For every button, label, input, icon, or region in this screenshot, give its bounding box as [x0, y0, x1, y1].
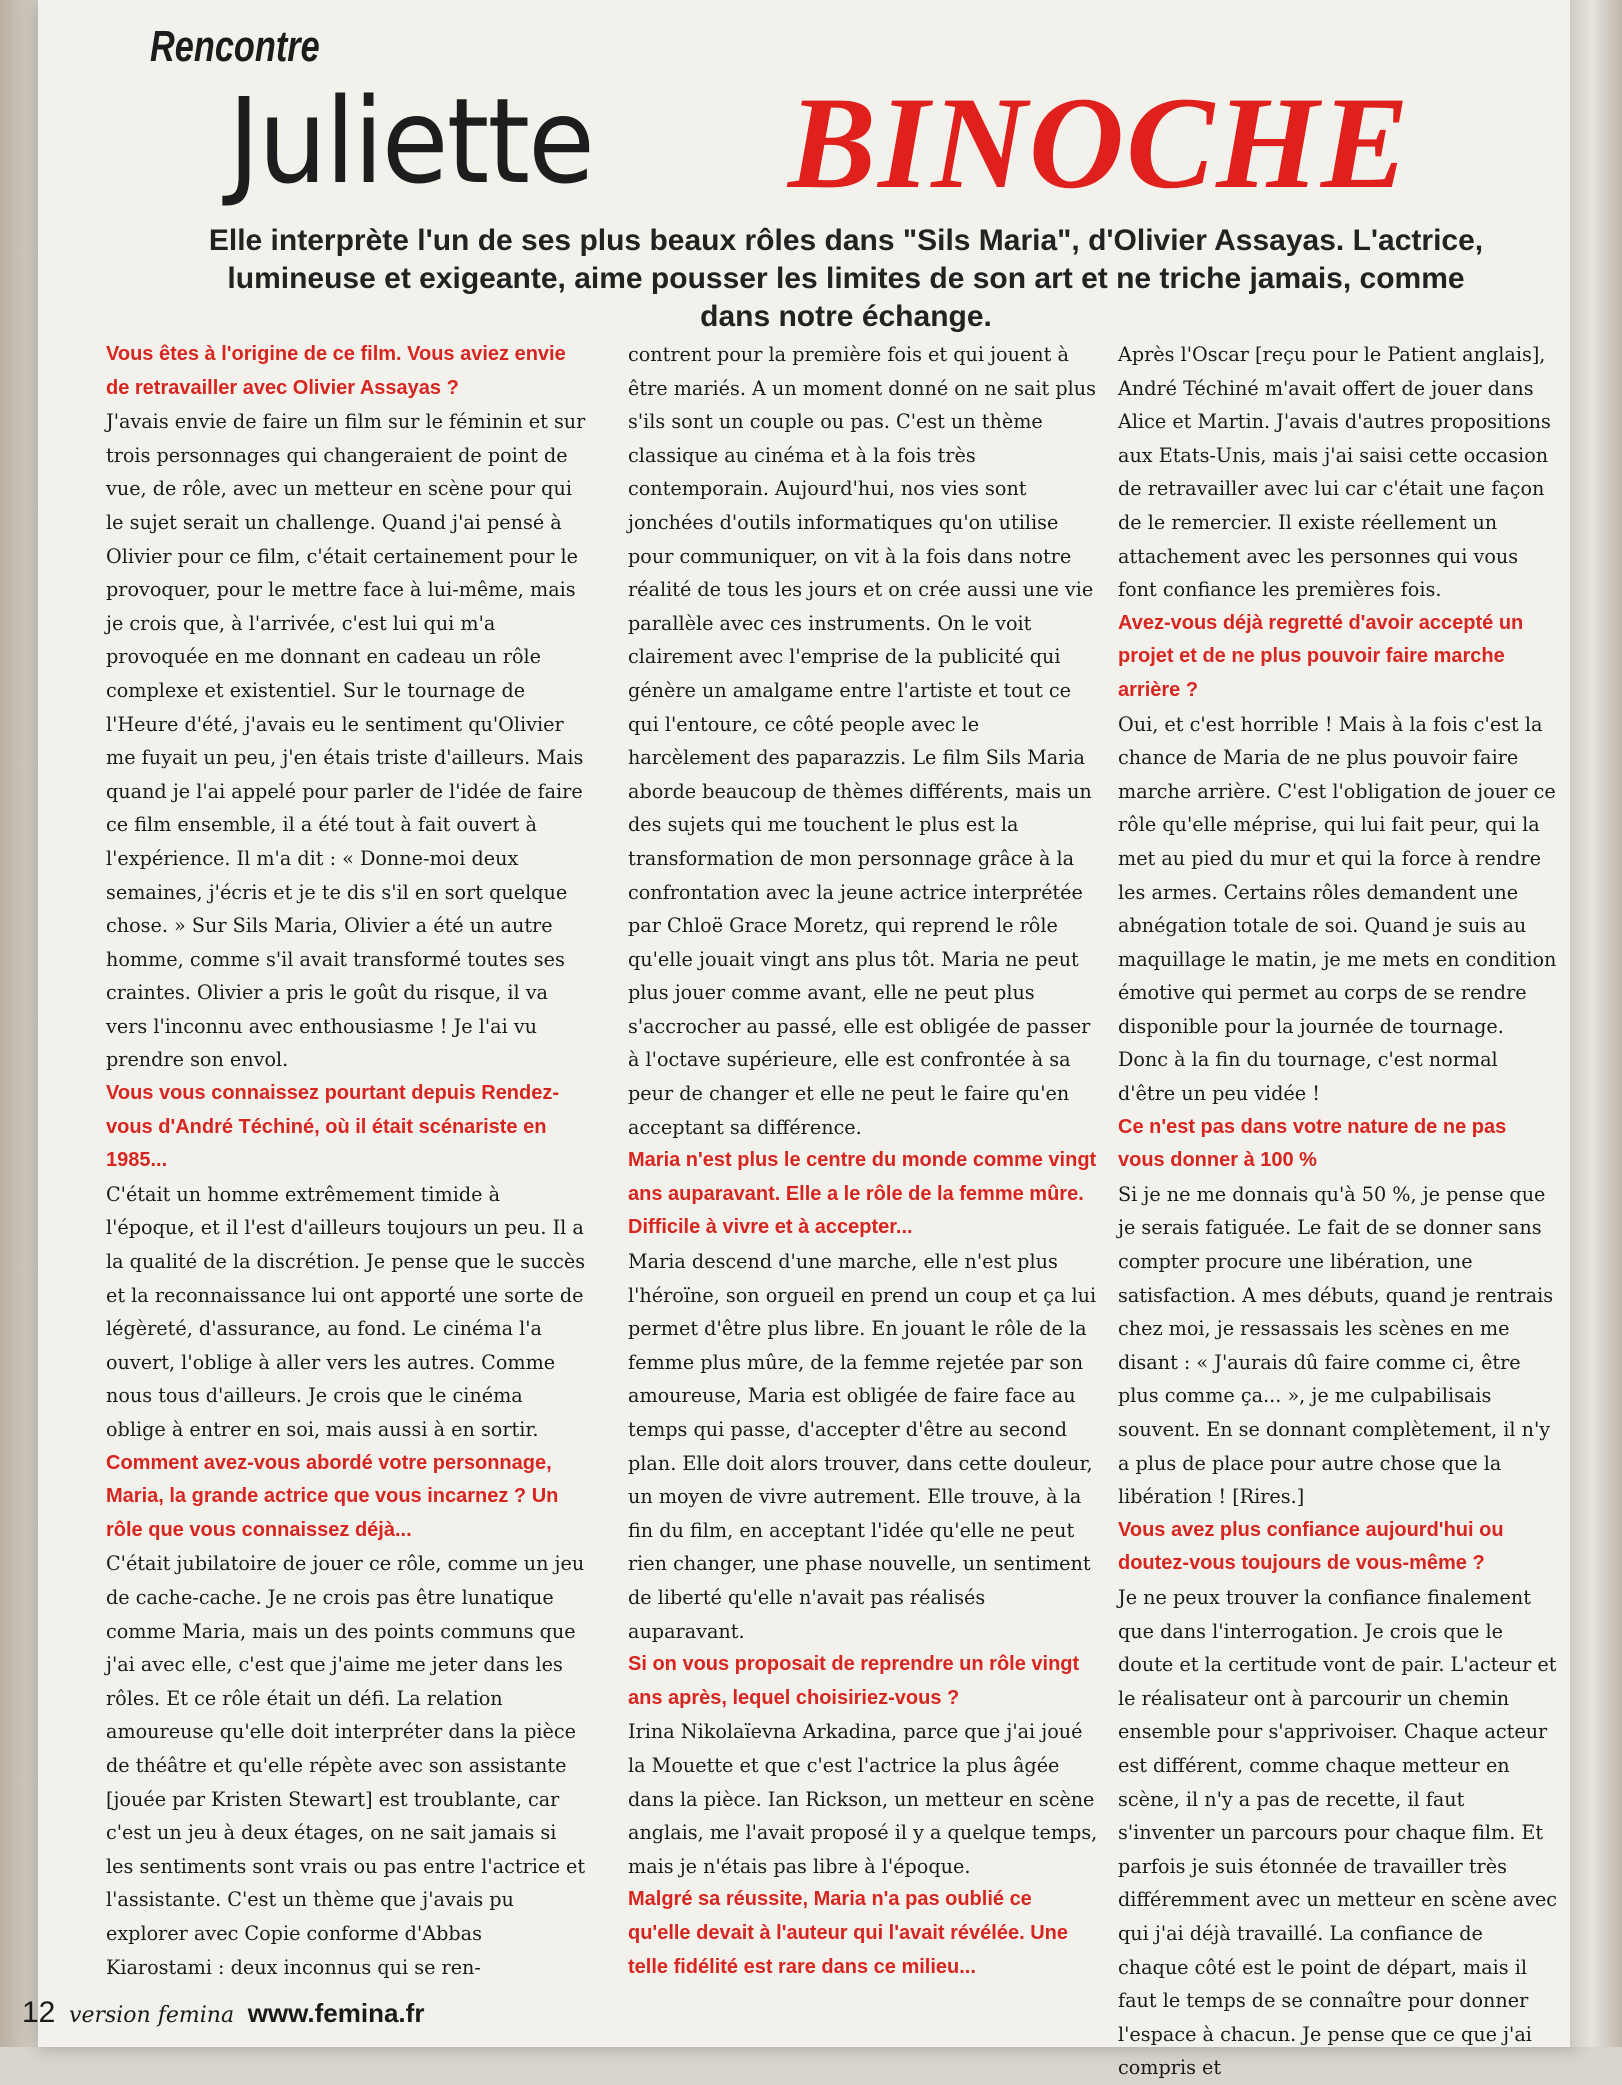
- interview-answer: Irina Nikolaïevna Arkadina, parce que j'ai joué la Mouette et que c'est l'actrice la plus âgée dans la pièce. Ian Rickson, un metteur en scène anglais, me l'avait proposé il y a quelque temps, mais je n'étais pas libre à l'époque.: [628, 1720, 1098, 1878]
- interview-question: Ce n'est pas dans votre nature de ne pas vous donner à 100 %: [1118, 1115, 1507, 1172]
- interview-answer: C'était jubilatoire de jouer ce rôle, comme un jeu de cache-cache. Je ne crois pas être lunatique comme Maria, mais un des points communs que j'ai avec elle, c'est que j'aime me jeter dans les rôles. Et ce rôle était un défi. La relation amoureuse qu'elle doit interpréter dans la pièce de théâtre et qu'elle répète avec son assistante [jouée par Kristen Stewart] est troublante, car c'est un jeu à deux étages, on ne sait jamais si les sentiments sont vrais ou pas entre l'actrice et l'assistante. C'est un thème que j'avais pu explorer avec Copie conforme d'Abbas Kiarostami : deux inconnus qui se ren-: [106, 1552, 586, 1979]
- page-footer: [22, 1996, 424, 2030]
- page-number: 12: [22, 1996, 56, 2029]
- interview-answer: contrent pour la première fois et qui jouent à être mariés. A un moment donné on ne sait plus s'ils sont un couple ou pas. C'est un thème classique au cinéma et à la fois très contemporain. Aujourd'hui, nos vies sont jonchées d'outils informatiques qu'on utilise pour communiquer, on vit à la fois dans notre réalité de tous les jours et on crée aussi une vie parallèle avec ces instruments. On le voit clairement avec l'emprise de la publicité qui génère un amalgame entre l'artiste et tout ce qui l'entoure, ce côté people avec le harcèlement des paparazzis. Le film Sils Maria aborde beaucoup de thèmes différents, mais un des sujets qui me touchent le plus est la transformation de mon personnage grâce à la confrontation avec la jeune actrice interprétée par Chloë Grace Moretz, qui reprend le rôle qu'elle jouait vingt ans plus tôt. Maria ne peut plus jouer comme avant, elle ne peut plus s'accrocher au passé, elle est obligée de passer à l'octave supérieure, elle est confrontée à sa peur de changer et elle ne peut le faire qu'en acceptant sa différence.: [628, 343, 1096, 1139]
- interview-question: Malgré sa réussite, Maria n'a pas oublié ce qu'elle devait à l'auteur qui l'avait révélée. Une telle fidélité est rare dans ce milieu...: [628, 1888, 1068, 1978]
- article-intro: Elle interprète l'un de ses plus beaux rôles dans "Sils Maria", d'Olivier Assayas. L'actrice, lumineuse et exigeante, aime pousser les limites de son art et ne triche jamais, comme dans notre échange.: [208, 224, 1484, 333]
- interview-answer: Je ne peux trouver la confiance finalement que dans l'interrogation. Je crois que le doute et la certitude vont de pair. L'acteur et le réalisateur ont à parcourir un chemin ensemble pour s'apprivoiser. Chaque acteur est différent, comme chaque metteur en scène, il n'y a pas de recette, il faut s'inventer un parcours pour chaque film. Et parfois je suis étonnée de travailler très différemment avec un metteur en scène avec qui j'ai déjà travaillé. La confiance de chaque côté est le point de départ, mais il faut le temps de se connaître pour donner l'espace à chacun. Je pense que ce que j'ai compris et: [1118, 1585, 1558, 2080]
- interview-answer: C'était un homme extrêmement timide à l'époque, et il l'est d'ailleurs toujours un peu. Il a la qualité de la discrétion. Je pense que le succès et la reconnaissance lui ont apporté une sorte de légèreté, d'assurance, au fond. Le cinéma l'a ouvert, l'oblige à aller vers les autres. Comme nous tous d'ailleurs. Je crois que le cinéma oblige à entrer en soi, mais aussi à en sortir.: [106, 1182, 586, 1441]
- interview-answer: Maria descend d'une marche, elle n'est plus l'héroïne, son orgueil en prend un coup et ça lui permet d'être plus libre. En jouant le rôle de la femme plus mûre, de la femme rejetée par son amoureuse, Maria est obligée de faire face au temps qui passe, d'accepter d'être au second plan. Elle doit alors trouver, dans cette douleur, un moyen de vivre autrement. Elle trouve, à la fin du film, en acceptant l'idée qu'elle ne peut rien changer, une phase nouvelle, un sentiment de liberté qu'elle n'avait pas réalisés auparavant.: [628, 1250, 1097, 1643]
- magazine-name: version femina: [69, 2003, 235, 2028]
- section-label: Rencontre: [150, 22, 320, 71]
- interview-question: Comment avez-vous abordé votre personnage, Maria, la grande actrice que vous incarnez ? Un rôle que vous connaissez déjà...: [106, 1451, 559, 1541]
- interview-answer: Oui, et c'est horrible ! Mais à la fois c'est la chance de Maria de ne plus pouvoir faire marche arrière. C'est l'obligation de jouer ce rôle qu'elle méprise, qui lui fait peur, qui la met au pied du mur et qui la force à rendre les armes. Certains rôles demandent une abnégation totale de soi. Quand je suis au maquillage le matin, je me mets en condition émotive qui permet au corps de se rendre disponible pour la journée de tournage. Donc à la fin du tournage, c'est normal d'être un peu vidée !: [1118, 712, 1557, 1106]
- interview-question: Vous avez plus confiance aujourd'hui ou doutez-vous toujours de vous-même ?: [1118, 1518, 1504, 1575]
- interview-answer: J'avais envie de faire un film sur le féminin et sur trois personnages qui changeraient de point de vue, de rôle, avec un metteur en scène pour qui le sujet serait un challenge. Quand j'ai pensé à Olivier pour ce film, c'était certainement pour le provoquer, pour le mettre face à lui-même, mais je crois que, à l'arrivée, c'est lui qui m'a provoquée en me donnant en cadeau un rôle complexe et existentiel. Sur le tournage de l'Heure d'été, j'avais eu le sentiment qu'Olivier me fuyait un peu, j'en étais triste d'ailleurs. Mais quand je l'ai appelé pour parler de l'idée de faire ce film ensemble, il a été tout à fait ouvert à l'expérience. Il m'a dit : « Donne-moi deux semaines, j'écris et je te dis s'il en sort quelque chose. » Sur Sils Maria, Olivier a été un autre homme, comme s'il avait transformé toutes ses craintes. Olivier a pris le goût du risque, il va vers l'inconnu avec enthousiasme ! Je l'ai vu prendre son envol.: [106, 410, 586, 1072]
- article-title: [228, 69, 1411, 222]
- page-edge: [1570, 0, 1622, 2047]
- interview-question: Vous êtes à l'origine de ce film. Vous aviez envie de retravailler avec Olivier Assayas ?: [106, 343, 566, 399]
- article-column-3: [1118, 338, 1558, 2085]
- interview-answer: Si je ne me donnais qu'à 50 %, je pense que je serais fatiguée. Le fait de se donner sans compter procure une libération, une satisfaction. A mes débuts, quand je rentrais chez moi, je ressassais les scènes en me disant : « J'aurais dû faire comme ci, être plus comme ça... », je me culpabilisais souvent. En se donnant complètement, il n'y a plus de place pour autre chose que la libération ! [Rires.]: [1118, 1182, 1554, 1509]
- title-last-name: BINOCHE: [788, 69, 1411, 216]
- article-column-2: [628, 338, 1098, 1984]
- article-column-1: [106, 338, 586, 1984]
- page-gutter: [0, 0, 38, 2047]
- interview-question: Si on vous proposait de reprendre un rôle vingt ans après, lequel choisiriez-vous ?: [628, 1653, 1080, 1709]
- title-first-name: Juliette: [228, 72, 594, 210]
- interview-answer: Après l'Oscar [reçu pour le Patient anglais], André Téchiné m'avait offert de jouer dans Alice et Martin. J'avais d'autres propositions aux Etats-Unis, mais j'ai saisi cette occasion de retravailler avec lui car c'était une façon de le remercier. Il existe réellement un attachement avec les personnes qui vous font confiance les premières fois.: [1118, 343, 1551, 602]
- website-link: www.femina.fr: [247, 1998, 425, 2028]
- interview-question: Vous vous connaissez pourtant depuis Rendez-vous d'André Téchiné, où il était scénariste en 1985...: [106, 1082, 560, 1172]
- interview-question: Avez-vous déjà regretté d'avoir accepté un projet et de ne plus pouvoir faire marche arrière ?: [1118, 611, 1524, 701]
- interview-question: Maria n'est plus le centre du monde comme vingt ans auparavant. Elle a le rôle de la femme mûre. Difficile à vivre et à accepter...: [628, 1149, 1097, 1239]
